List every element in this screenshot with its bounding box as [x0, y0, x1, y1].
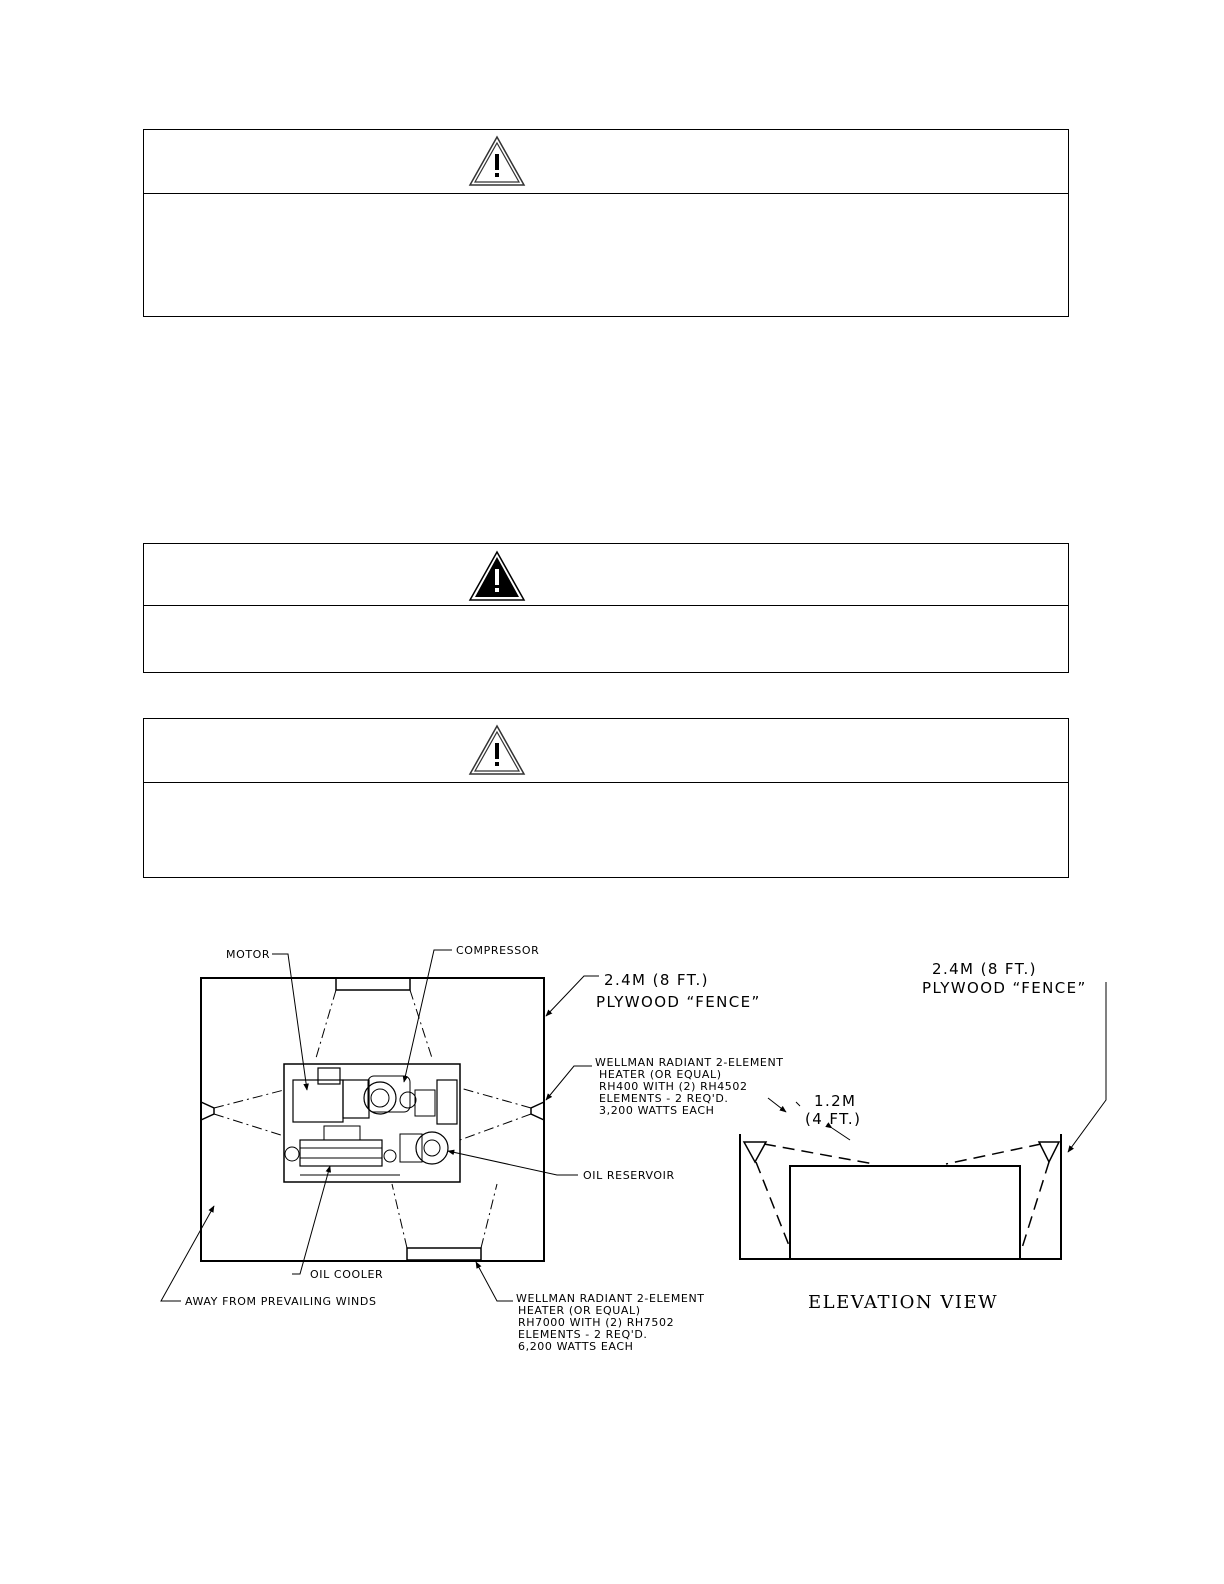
svg-text:ELEMENTS - 2 REQ'D.: ELEMENTS - 2 REQ'D.	[518, 1328, 648, 1341]
label-fence-elev-1: 2.4M (8 FT.)	[932, 960, 1037, 978]
heater-bottom	[407, 1248, 481, 1260]
svg-text:WELLMAN RADIANT 2-ELEMENT: WELLMAN RADIANT 2-ELEMENT	[516, 1292, 705, 1305]
svg-text:RH7000 WITH (2) RH7502: RH7000 WITH (2) RH7502	[518, 1316, 675, 1329]
oil-cooler-body	[300, 1140, 382, 1166]
label-heater-large	[516, 1292, 705, 1353]
elevation-fence	[740, 1134, 1061, 1259]
label-fence-elev-2: PLYWOOD “FENCE”	[922, 979, 1087, 997]
callout-header	[144, 719, 1068, 783]
heater-coverage	[214, 990, 531, 1248]
warning-callout-1	[143, 129, 1069, 317]
svg-text:ELEMENTS - 2 REQ'D.: ELEMENTS - 2 REQ'D.	[599, 1092, 729, 1105]
fence-outline	[201, 978, 544, 1261]
label-compressor: COMPRESSOR	[456, 944, 540, 957]
warning-triangle-solid-icon	[467, 549, 527, 603]
label-dim-2: (4 FT.)	[805, 1110, 862, 1128]
heater-top	[336, 978, 410, 990]
svg-text:HEATER (OR EQUAL): HEATER (OR EQUAL)	[518, 1304, 641, 1317]
warning-triangle-outline-icon	[467, 134, 527, 188]
elevation-view	[740, 982, 1106, 1259]
svg-text:HEATER (OR EQUAL): HEATER (OR EQUAL)	[599, 1068, 722, 1081]
label-away-winds: AWAY FROM PREVAILING WINDS	[185, 1295, 377, 1308]
elevation-unit	[790, 1166, 1020, 1259]
label-motor: MOTOR	[226, 948, 271, 961]
label-elevation-title: ELEVATION VIEW	[808, 1292, 999, 1313]
svg-text:6,200 WATTS EACH: 6,200 WATTS EACH	[518, 1340, 634, 1353]
heater-right	[531, 1102, 544, 1120]
label-oil-cooler: OIL COOLER	[310, 1268, 384, 1281]
svg-text:WELLMAN RADIANT 2-ELEMENT: WELLMAN RADIANT 2-ELEMENT	[595, 1056, 784, 1069]
label-dim-1: 1.2M	[814, 1092, 857, 1110]
warning-callout-2	[143, 543, 1069, 673]
label-heater-small	[595, 1056, 784, 1117]
heater-left	[201, 1102, 214, 1120]
callout-header	[144, 130, 1068, 194]
callout-header	[144, 544, 1068, 606]
svg-text:RH400 WITH (2) RH4502: RH400 WITH (2) RH4502	[599, 1080, 748, 1093]
label-fence-plan-1: 2.4M (8 FT.)	[604, 971, 709, 989]
warning-triangle-outline-icon	[467, 723, 527, 777]
plan-view	[161, 950, 599, 1301]
warning-callout-3	[143, 718, 1069, 878]
label-oil-reservoir: OIL RESERVOIR	[583, 1169, 675, 1182]
motor-body	[293, 1080, 343, 1122]
enclosure-figure	[0, 930, 1224, 1370]
elevation-heater-left	[744, 1142, 766, 1162]
svg-text:3,200 WATTS EACH: 3,200 WATTS EACH	[599, 1104, 715, 1117]
label-fence-plan-2: PLYWOOD “FENCE”	[596, 993, 761, 1011]
oil-reservoir-body	[416, 1132, 448, 1164]
elevation-heater-right	[1039, 1142, 1059, 1162]
